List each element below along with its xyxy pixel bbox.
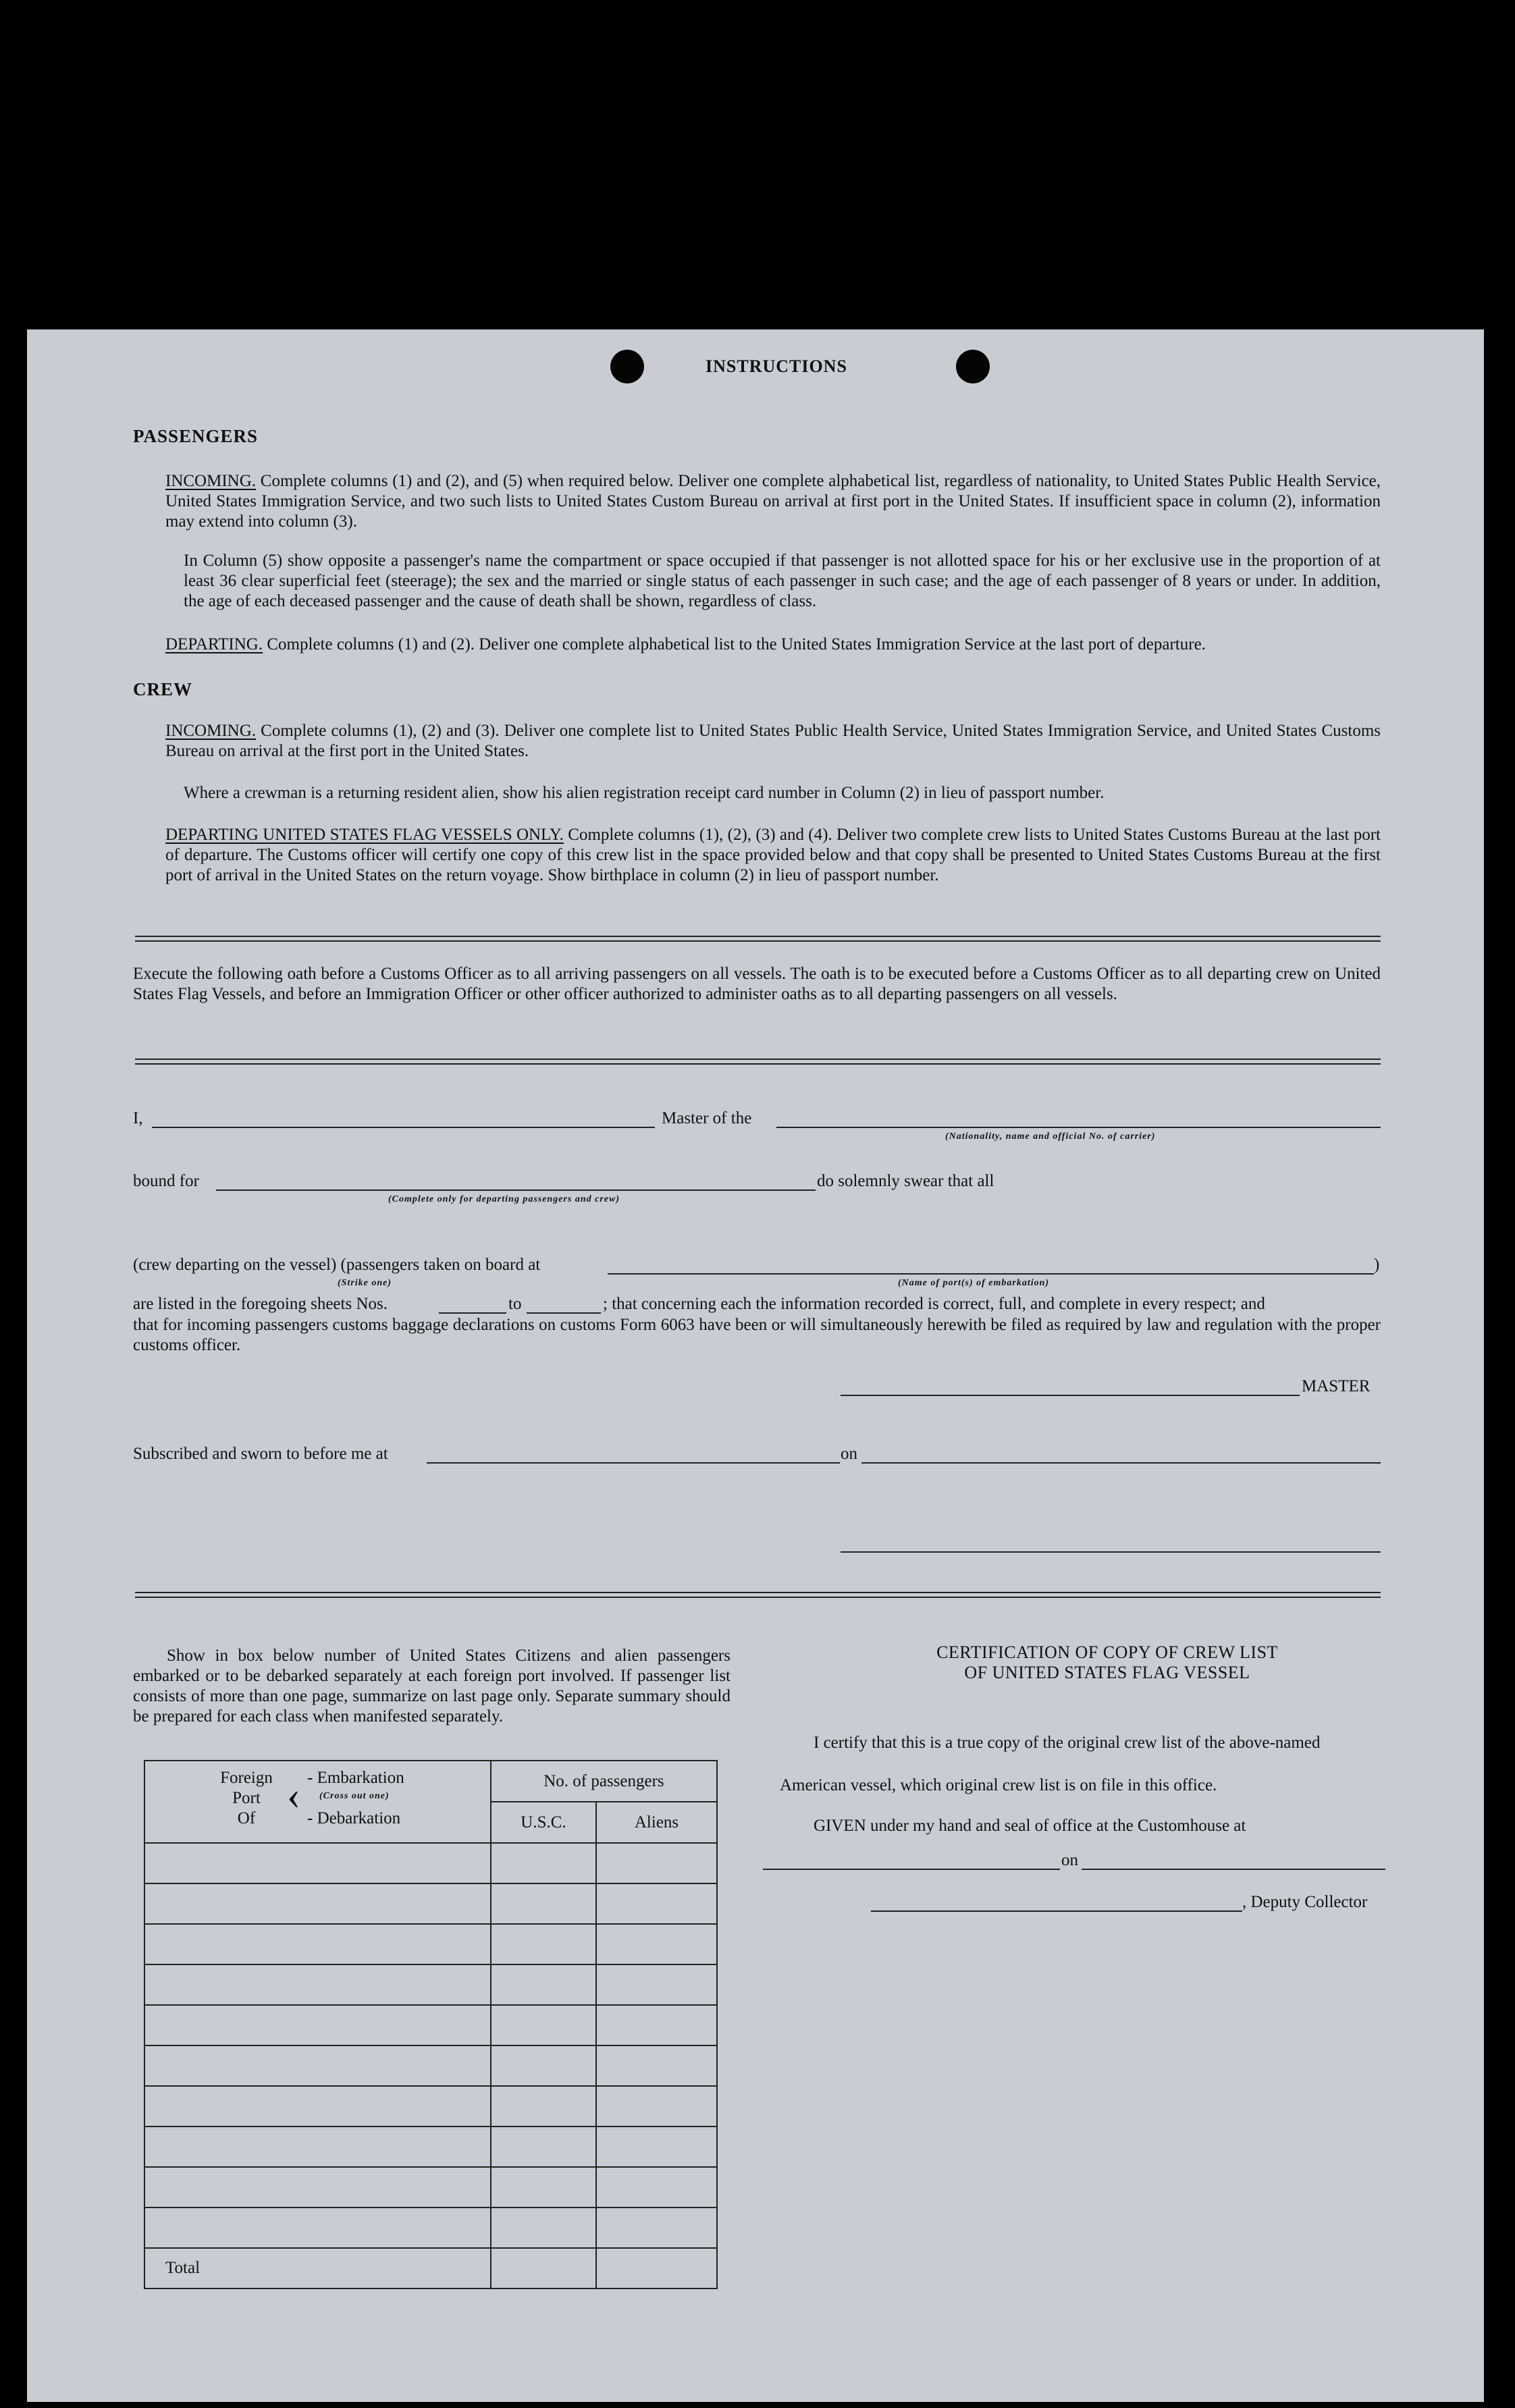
carrier-hint: (Nationality, name and official No. of carrier): [945, 1131, 1156, 1142]
port-row: [144, 2005, 717, 2045]
usc-cell[interactable]: [491, 2126, 596, 2167]
usc-cell[interactable]: [491, 2045, 596, 2086]
total-aliens-cell[interactable]: [596, 2248, 717, 2289]
passengers-column5-paragraph: In Column (5) show opposite a passenger's name the compartment or space occupied if that passenger is not allotted space for his or her exclusive use in the proportion of at least 36 clear superficial feet (steerage); the sex and the married or single status of each passenger in such case; and the age of each passenger of 8 years or under. In addition, the age of each deceased passenger and the cause of death shall be shown, regardless of class.: [184, 552, 1381, 610]
port-cell[interactable]: [144, 2167, 491, 2208]
given-text: GIVEN under my hand and seal of office at the Customhouse at: [814, 1817, 1246, 1835]
master-of-label: Master of the: [662, 1109, 752, 1127]
foreign-port-of-label: Foreign Port Of: [220, 1769, 273, 1827]
to-label: to: [508, 1295, 522, 1313]
port-row: [144, 1924, 717, 1964]
ports-hint: (Name of port(s) of embarkation): [898, 1278, 1050, 1288]
crew-incoming-paragraph: [165, 721, 1381, 761]
double-rule: [135, 1059, 1381, 1065]
aliens-cell[interactable]: [596, 2005, 717, 2045]
port-row: [144, 2126, 717, 2167]
aliens-cell[interactable]: [596, 2167, 717, 2208]
sworn-date-field[interactable]: [861, 1462, 1381, 1464]
debarkation-label: - Debarkation: [307, 1809, 401, 1827]
aliens-cell[interactable]: [596, 2126, 717, 2167]
crew-departing-flag-label: DEPARTING UNITED STATES FLAG VESSELS ONLY.: [165, 826, 564, 844]
aliens-cell[interactable]: [596, 2208, 717, 2248]
port-row: [144, 2167, 717, 2208]
port-cell[interactable]: [144, 2086, 491, 2126]
close-paren: ): [1374, 1256, 1380, 1274]
crew-resident-alien-paragraph: Where a crewman is a returning resident alien, show his alien registration receipt card number in Column (2) in lieu of passport number.: [184, 784, 1105, 802]
usc-cell[interactable]: [491, 2086, 596, 2126]
passengers-heading: PASSENGERS: [133, 426, 259, 446]
no-passengers-header: No. of passengers: [491, 1761, 717, 1802]
embarkation-ports-field[interactable]: [608, 1273, 1374, 1275]
usc-cell[interactable]: [491, 2005, 596, 2045]
total-usc-cell[interactable]: [491, 2248, 596, 2289]
listed-prefix: are listed in the foregoing sheets Nos.: [133, 1295, 388, 1313]
crew-heading: CREW: [133, 679, 193, 699]
aliens-header: Aliens: [596, 1802, 717, 1843]
port-header-cell: [144, 1761, 491, 1843]
bound-for-hint: (Complete only for departing passengers and crew): [388, 1194, 620, 1204]
usc-header: U.S.C.: [491, 1802, 596, 1843]
port-cell[interactable]: [144, 1924, 491, 1964]
subscribed-label: Subscribed and sworn to before me at: [133, 1445, 388, 1463]
sworn-on-label: on: [841, 1445, 857, 1463]
summary-instruction: Show in box below number of United States Citizens and alien passengers embarked or to be debarked separately at each foreign port involved. If passenger list consists of more than one page, summarize on last page only. Separate summary should be prepared for each class when manifested separately.: [133, 1647, 730, 1725]
cert-on-label: on: [1061, 1851, 1078, 1869]
certify-text: I certify that this is a true copy of the original crew list of the above-named: [814, 1734, 1321, 1752]
crew-incoming-label: INCOMING.: [165, 722, 257, 740]
certification-title-line2: OF UNITED STATES FLAG VESSEL: [964, 1663, 1250, 1682]
port-cell[interactable]: [144, 1964, 491, 2005]
passengers-incoming-text: Complete columns (1) and (2), and (5) when required below. Deliver one complete alphabetical list, regardless of nationality, to United States Public Health Service, United States Immigration Service, and two such lists to United States Custom Bureau on arrival at first port in the United States. If insufficient space in column (2), information may extend into column (3).: [165, 472, 1381, 531]
deputy-signature-field[interactable]: [871, 1910, 1242, 1912]
aliens-cell[interactable]: [596, 1924, 717, 1964]
aliens-cell[interactable]: [596, 2045, 717, 2086]
port-row: [144, 2045, 717, 2086]
listed-suffix: ; that concerning each the information recorded is correct, full, and complete in every respect; and: [603, 1295, 1265, 1313]
sworn-place-field[interactable]: [427, 1462, 840, 1464]
port-row: [144, 1964, 717, 2005]
bound-for-field[interactable]: [216, 1189, 816, 1191]
usc-cell[interactable]: [491, 1924, 596, 1964]
master-signature-field[interactable]: [841, 1395, 1300, 1396]
certification-title-line1: CERTIFICATION OF COPY OF CREW LIST: [936, 1642, 1278, 1662]
certification-title: [810, 1642, 1404, 1683]
port-row: [144, 1843, 717, 1883]
usc-cell[interactable]: [491, 1964, 596, 2005]
master-name-field[interactable]: [152, 1127, 655, 1128]
oath-instruction: Execute the following oath before a Customs Officer as to all arriving passengers on all vessels. The oath is to be executed before a Customs Officer as to all departing crew on United States Flag Vessels, and before an Immigration Officer or other officer authorized to administer oaths as to all departing passengers on all vessels.: [133, 965, 1381, 1003]
passengers-incoming-label: INCOMING.: [165, 472, 257, 490]
port-cell[interactable]: [144, 1843, 491, 1883]
port-row: [144, 2208, 717, 2248]
usc-cell[interactable]: [491, 1883, 596, 1924]
sheet-from-field[interactable]: [439, 1312, 506, 1314]
oath-i-label: I,: [133, 1109, 143, 1127]
ports-summary-table: [144, 1760, 718, 2289]
customhouse-field[interactable]: [763, 1869, 1060, 1870]
usc-cell[interactable]: [491, 2208, 596, 2248]
passengers-departing-text: Complete columns (1) and (2). Deliver one complete alphabetical list to the United States Immigration Service at the last port of departure.: [267, 635, 1206, 653]
aliens-cell[interactable]: [596, 1843, 717, 1883]
deputy-collector-label: , Deputy Collector: [1242, 1893, 1368, 1911]
port-cell[interactable]: [144, 2126, 491, 2167]
port-cell[interactable]: [144, 1883, 491, 1924]
master-label: MASTER: [1302, 1377, 1371, 1395]
port-cell[interactable]: [144, 2045, 491, 2086]
usc-cell[interactable]: [491, 2167, 596, 2208]
embarkation-label: - Embarkation: [307, 1769, 404, 1787]
passengers-incoming-paragraph: [165, 471, 1381, 532]
aliens-cell[interactable]: [596, 1883, 717, 1924]
passengers-departing-paragraph: [165, 635, 1394, 655]
port-row: [144, 2086, 717, 2126]
carrier-field[interactable]: [776, 1127, 1381, 1128]
strike-one-hint: (Strike one): [338, 1278, 392, 1288]
total-label: Total: [144, 2248, 491, 2289]
instructions-title: INSTRUCTIONS: [706, 356, 847, 376]
cross-out-hint: (Cross out one): [319, 1791, 390, 1801]
crew-departing-label: (crew departing on the vessel) (passengers taken on board at: [133, 1256, 541, 1274]
usc-cell[interactable]: [491, 1843, 596, 1883]
crew-departing-flag-text: Complete columns (1), (2), (3) and (4). Deliver two complete crew lists to United States Customs Bureau at the last port of departure. The Customs officer will certify one copy of this crew list in the space provided below and that copy shall be presented to United States Customs Bureau at the first port of arrival in the United States on the return voyage. Show birthplace in column (2) in lieu of passport number.: [165, 826, 1381, 884]
passengers-departing-label: DEPARTING.: [165, 635, 263, 653]
sheet-to-field[interactable]: [527, 1312, 601, 1314]
aliens-cell[interactable]: [596, 2086, 717, 2126]
brace: ‹: [287, 1773, 300, 1817]
baggage-text: that for incoming passengers customs baggage declarations on customs Form 6063 have been or will simultaneously herewith be filed as required by law and regulation with the proper customs officer.: [133, 1316, 1381, 1354]
crew-departing-flag-paragraph: [165, 825, 1381, 886]
form-page: [27, 329, 1484, 2402]
crew-incoming-text: Complete columns (1), (2) and (3). Deliver one complete list to United States Public Health Service, United States Immigration Service, and United States Customs Bureau on arrival at the first port in the United States.: [165, 722, 1381, 760]
american-vessel-text: American vessel, which original crew list is on file in this office.: [780, 1776, 1217, 1794]
port-cell[interactable]: [144, 2005, 491, 2045]
aliens-cell[interactable]: [596, 1964, 717, 2005]
swear-label: do solemnly swear that all: [817, 1172, 994, 1190]
port-row: [144, 1883, 717, 1924]
cert-date-field[interactable]: [1082, 1869, 1385, 1870]
double-rule: [135, 936, 1381, 942]
port-cell[interactable]: [144, 2208, 491, 2248]
officer-signature-field[interactable]: [841, 1551, 1381, 1553]
double-rule: [135, 1592, 1381, 1598]
bound-for-label: bound for: [133, 1172, 199, 1190]
